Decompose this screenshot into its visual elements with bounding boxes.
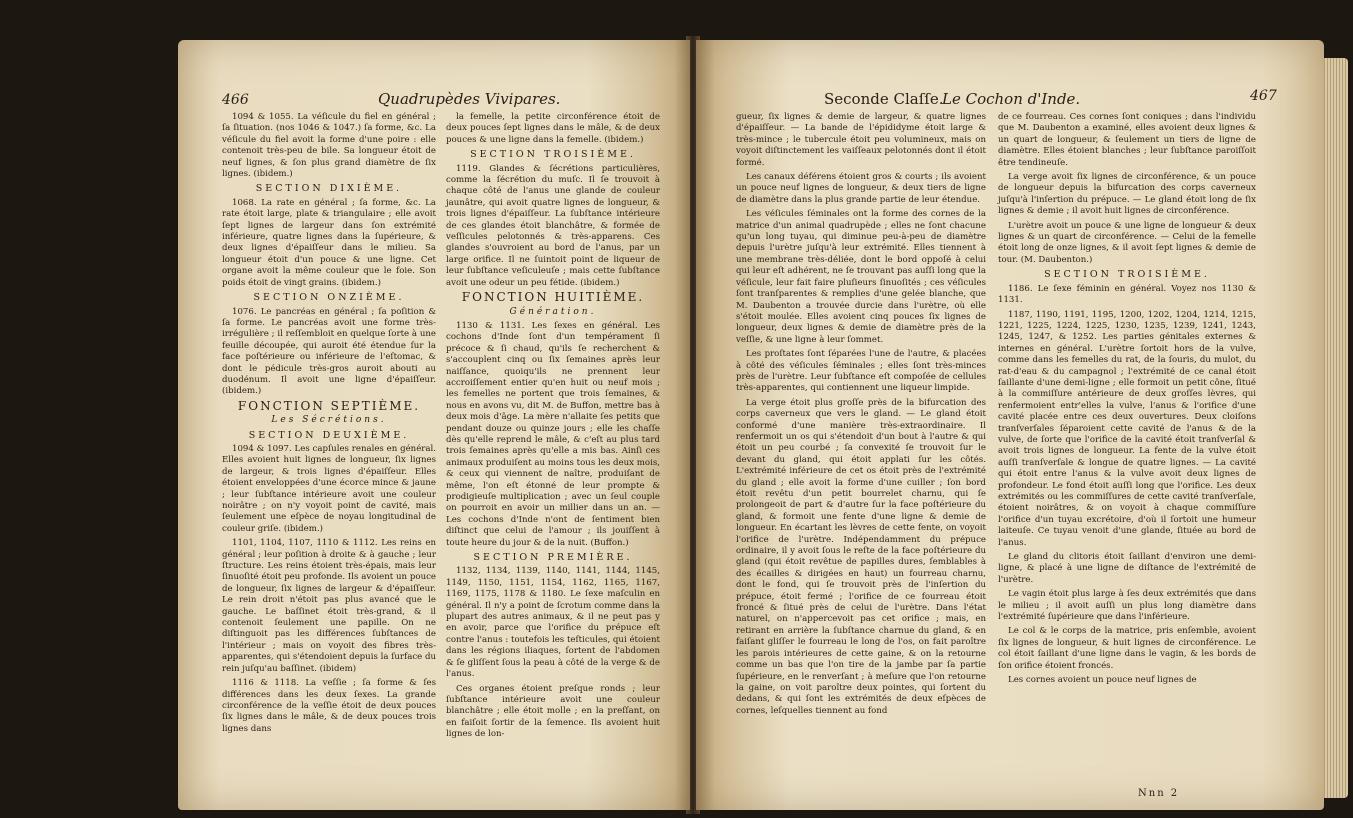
section-heading: SECTION ONZIÈME. — [253, 292, 405, 304]
paragraph: 1132, 1134, 1139, 1140, 1141, 1144, 1145, 1149, 1150, 1151, 1154, 1162, 1165, 1167, 1169, 1175, 1178 & 1180. Le ſexe maſculin en général. Il n'y a point de ſcrotum comme dans la plupart des autres animaux, & il ne peut pas y en avoir, parce que l'orifice du prépuce eſt contre l'anus : toutefois les teſticules, qui étoient dans les régions iliaques, ſortent de l'abdomen & ſe gliſſent ſous la peau à côté de la verge & de l'anus. — [446, 566, 660, 680]
running-head-right-title: Le Cochon d'Inde. — [942, 90, 1081, 108]
paragraph: gueur, ſix lignes & demie de largeur, & quatre lignes d'épaiſſeur. — La bande de l'épididyme étoit large & très-mince ; le tubercule étoit peu volumineux, mais on voyoit diſtinctement les vaiſſeaux pelotonnés dont il étoit formé. — [736, 112, 986, 168]
paragraph: Les véſicules ſéminales ont la forme des cornes de la matrice d'un animal quadrupède ; elles ne ſont chacune qu'un long tuyau, qui diminue peu-à-peu de diamètre depuis l'urètre juſqu'à leur extrémité. Elles tiennent à une membrane très-déliée, dont le bord oppoſé à celui qui leur eſt adhérent, ne ſe trouvant pas auſſi long que la véſicule, leur fait faire pluſieurs ſinuoſités ; ces véſicules ſont tranſparentes & remplies d'une gelée blanche, que M. Daubenton a trouvée durcie dans l'urètre, où elle s'étoit moulée. Elles avoient cinq pouces ſix lignes de longueur, deux lignes & demie de diamètre près de la veſſie, & une ligne à leur ſommet. — [736, 209, 986, 345]
left-column-2 — [446, 112, 660, 744]
paragraph: Les cornes avoient un pouce neuf lignes de — [1008, 675, 1197, 686]
section-heading: SECTION TROISIÈME. — [470, 149, 636, 161]
paragraph: Les proſtates ſont ſéparées l'une de l'autre, & placées à côté des véſicules ſéminales ; elles ſont très-minces près de l'urètre. Leur ſubſtance eſt compoſée de cellules très-apparentes, qui contiennent une liqueur limpide. — [736, 349, 986, 394]
open-book — [178, 28, 1328, 818]
running-head-left: Quadrupèdes Vivipares. — [378, 90, 561, 108]
paragraph: la femelle, la petite circonférence étoit de deux pouces ſept lignes dans le mâle, & de deux pouces & une ligne dans la femelle. (ibidem.) — [446, 112, 660, 145]
section-heading: SECTION DEUXIÈME. — [248, 429, 410, 441]
signature-mark: Nnn 2 — [1138, 788, 1180, 799]
paragraph: Les canaux déférens étoient gros & courts ; ils avoient un pouce neuf lignes de longueur, & deux tiers de ligne de diamètre dans la plus grande partie de leur étendue. — [736, 172, 986, 205]
paragraph: 1130 & 1131. Les ſexes en général. Les cochons d'Inde ſont d'un tempérament ſi précoce & ſi chaud, qu'ils ſe recherchent & s'accouplent cinq ou ſix ſemaines après leur naiſſance, quoiqu'ils ne prennent leur accroiſſement entier qu'en huit ou neuf mois ; les femelles ne portent que trois ſemaines, & nous en avons vu, dit M. de Buffon, mettre bas à deux mois d'âge. La mère n'allaite ſes petits que pendant douze ou quinze jours ; elle les chaſſe dès qu'elle reprend le mâle, & c'eſt au plus tard trois ſemaines après qu'elle a mis bas. Ainſi ces animaux produiſent au moins tous les deux mois, & ceux qui viennent de naître, produiſant de même, l'on eſt étonné de leur prompte & prodigieuſe multiplication ; avec un ſeul couple on pourroit en avoir un millier dans un an. — Les cochons d'Inde n'ont de ſentiment bien diſtinct que celui de l'amour ; ils jouiſſent à toute heure du jour & de la nuit. (Buffon.) — [446, 320, 660, 548]
right-page — [696, 40, 1324, 810]
right-column-2 — [998, 112, 1256, 690]
paragraph: 1186. Le ſexe féminin en général. Voyez nos 1130 & 1131. — [998, 283, 1256, 306]
section-heading: SECTION PREMIÈRE. — [473, 552, 633, 564]
paragraph: La verge étoit plus groſſe près de la bifurcation des corps caverneux que vers le gland. — Le gland étoit conformé d'une manière très-extraordinaire. Il renfermoit un os qui s'étendoit d'un bout à l'autre & qui étoit un peu courbé ; ſa convexité ſe trouvoit ſur le devant du gland, qui étoit applati ſur les côtés. L'extrémité inférieure de cet os étoit près de l'extrémité du gland ; elle avoit la forme d'une cuiller ; ſon bord étoit revêtu d'un petit bourrelet charnu, qui ſe prolongeoit de part & d'autre ſur la face poſtérieure du gland, & formoit une fente d'une ligne & demie de longueur. En écartant les lèvres de cette fente, on voyoit l'orifice de l'urètre. Indépendamment du prépuce ordinaire, il y avoit ſous le reſte de la face poſtérieure du gland (qui étoit revêtue de papilles dures, ſemblables à des écailles & dirigées en haut) un fourreau charnu, dont le fond, qui ſe trouvoit près de l'inſertion du prépuce, étoit fermé ; l'orifice de ce fourreau étoit froncé & ſitué près de celui de l'urètre. Dans l'état naturel, on n'appercevoit pas cet orifice ; mais, en retirant en arrière la ſubſtance charnue du gland, & en faiſant gliſſer le fourreau le long de l'os, on fait paroître les parois intérieures de cette gaine, & on la retourne comme un bas que l'on tire de la jambe par ſa partie ſupérieure, en le renverſant ; à meſure que l'on retourne la gaine, on voit paroître deux pointes, qui ſortent du dedans, & qui ſont les extrémités de deux eſpèces de cornes, leſquelles tiennent au fond — [736, 397, 986, 716]
right-column-1 — [736, 112, 986, 720]
paragraph: La verge avoit ſix lignes de circonférence, & un pouce de longueur depuis la bifurcation des corps caverneux juſqu'à l'inſertion du prépuce. — Le gland étoit long de ſix lignes & demie ; il avoit huit lignes de circonférence. — [998, 172, 1256, 217]
paragraph: 1187, 1190, 1191, 1195, 1200, 1202, 1204, 1214, 1215, 1221, 1225, 1224, 1225, 1230, 1235, 1239, 1241, 1243, 1245, 1247, & 1252. Les parties génitales externes & internes en général. L'urètre ſortoit hors de la vulve, comme dans les femelles du rat, de la ſouris, du mulot, du rat-d'eau & du campagnol ; l'extrémité de ce canal étoit ſaillante d'une demi-ligne ; elle formoit un petit cône, ſitué à la commiſſure antérieure de deux groſſes lèvres, qui renfermoient entr'elles la vulve, l'anus & l'orifice d'une cavité placée entre ces deux ouvertures. Deux cloiſons tranſverſales ſéparoient cette cavité de l'anus & de la vulve, de ſorte que l'orifice de la cavité étoit tranſverſal & avoit trois lignes de longueur. La fente de la vulve étoit auſſi tranſverſale & longue de quatre lignes. — La cavité qui étoit entre l'anus & la vulve avoit deux lignes de profondeur. Le fond étoit auſſi long que l'orifice. Les deux extrémités ou les commiſſures de cette cavité tranſverſale, étoient noirâtres, & on voyoit à chaque commiſſure l'orifice d'un tuyau excrétoire, d'où il ſortoit une humeur laiteuſe. Ce tuyau venoit d'une glande, ſituée au bord de l'anus. — [998, 309, 1256, 548]
paragraph: 1068. La rate en général ; ſa forme, &c. La rate étoit large, plate & triangulaire ; elle avoit ſept lignes de largeur dans ſon extrémité inférieure, quatre lignes dans la ſupérieure, & deux lignes d'épaiſſeur dans le milieu. Sa longueur étoit d'un pouce & une ligne. Cet organe avoit la même couleur que le foie. Son poids étoit de vingt grains. (ibidem.) — [222, 197, 436, 288]
paragraph: 1119. Glandes & ſécrétions particulières, comme la ſécrétion du muſc. Il ſe trouvoit à chaque côté de l'anus une glande de couleur jaunâtre, qui avoit quatre lignes de longueur, & trois lignes d'épaiſſeur. La ſubſtance intérieure de ces glandes étoit blanchâtre, & formée de veſſicules pelotonnés & très-apparens. Ces glandes s'ouvroient au bord de l'anus, par un large orifice. Il ne ſuintoit point de liqueur de leur ſubſtance veſiculeuſe ; mais cette ſubſtance avoit une odeur un peu fétide. (ibidem.) — [446, 163, 660, 288]
subheading: Génération. — [509, 306, 597, 317]
running-head-right-class: Seconde Claſſe. — [824, 90, 944, 108]
paragraph: Le col & le corps de la matrice, pris enſemble, avoient ſix lignes de longueur, & huit lignes de circonférence. Le col étoit ſaillant d'une ligne dans le vagin, & les bords de ſon orifice étoient froncés. — [998, 626, 1256, 671]
paragraph: 1101, 1104, 1107, 1110 & 1112. Les reins en général ; leur poſition à droite & à gauche ; leur ſtructure. Les reins étoient très-épais, mais leur ſinuoſité étoit peu profonde. Ils avoient un pouce de longueur, ſix lignes de largeur & d'épaiſſeur. Le rein droit n'étoit pas plus avancé que le gauche. Le baſſinet étoit très-grand, & il contenoit ſeulement une papille. On ne diſtinguoit pas les différences ſubſtances de l'intérieur ; mais on voyoit des fibres très-apparentes, qui s'étendoient depuis la ſurface du rein juſqu'au baſſinet. (ibidem) — [222, 538, 436, 674]
function-heading: FONCTION HUITIÈME. — [461, 290, 645, 305]
function-heading: FONCTION SEPTIÈME. — [237, 398, 421, 413]
subheading: Les Sécrétions. — [271, 415, 387, 426]
page-number-left: 466 — [222, 92, 249, 108]
paragraph: 1116 & 1118. La veſſie ; ſa forme & ſes différences dans les deux ſexes. La grande circonférence de la veſſie étoit de deux pouces ſix lignes dans le mâle, & de deux pouces trois lignes dans — [222, 678, 436, 734]
paragraph: 1094 & 1055. La véſicule du fiel en général ; ſa ſituation. (nos 1046 & 1047.) ſa forme, &c. La véſicule du fiel avoit la forme d'une poire : elle contenoit très-peu de bile. Sa longueur étoit de neuf lignes, & ſon plus grand diamètre de ſix lignes. (ibidem.) — [222, 112, 436, 180]
paragraph: Le gland du clitoris étoit ſaillant d'environ une demi-ligne, & placé à une ligne de diſtance de l'extrémité de l'urètre. — [998, 552, 1256, 585]
left-page — [178, 40, 690, 810]
paragraph: 1094 & 1097. Les capſules renales en général. Elles avoient huit lignes de longueur, ſix lignes de largeur, & trois lignes d'épaiſſeur. Elles étoient enveloppées d'une écorce mince & jaune ; leur ſubſtance intérieure avoit une couleur noirâtre ; on n'y voyoit point de cavité, mais ſeulement une eſpèce de noyau longitudinal de couleur griſe. (ibidem.) — [222, 443, 436, 534]
paragraph: 1076. Le pancréas en général ; ſa poſition & ſa forme. Le pancréas avoit une forme très-irrégulière ; il reſſembloit en quelque ſorte à une feuille découpée, qui auroit été étendue ſur la face poſtérieure ou inférieure de l'eſtomac, & dont le pédicule très-gros auroit abouti au duodénum. Il avoit une ligne d'épaiſſeur. (ibidem.) — [222, 306, 436, 397]
paragraph: Ces organes étoient preſque ronds ; leur ſubſtance intérieure avoit une couleur blanchâtre ; elle étoit molle ; en la preſſant, on en faiſoit ſortir de la ſemence. Ils avoient huit lignes de lon- — [446, 683, 660, 740]
page-number-right: 467 — [1250, 88, 1277, 104]
section-heading: SECTION TROISIÈME. — [1044, 269, 1210, 281]
section-heading: SECTION DIXIÈME. — [255, 183, 403, 195]
left-column-1 — [222, 112, 436, 738]
paragraph: de ce fourreau. Ces cornes ſont coniques ; dans l'individu que M. Daubenton a examiné, elles avoient deux lignes & un quart de longueur, & ſeulement un tiers de ligne de diamètre. Elles étoient blanches ; leur ſubſtance paroiſſoit être tendineuſe. — [998, 112, 1256, 168]
paragraph: Le vagin étoit plus large à ſes deux extrémités que dans le milieu ; il avoit auſſi un plus long diamètre dans l'extrémité ſupérieure que dans l'inférieure. — [998, 589, 1256, 623]
paragraph: L'urètre avoit un pouce & une ligne de longueur & deux lignes & un quart de circonférence. — Celui de la femelle étoit long de onze lignes, & il avoit ſept lignes & demie de tour. (M. Daubenton.) — [998, 220, 1256, 265]
